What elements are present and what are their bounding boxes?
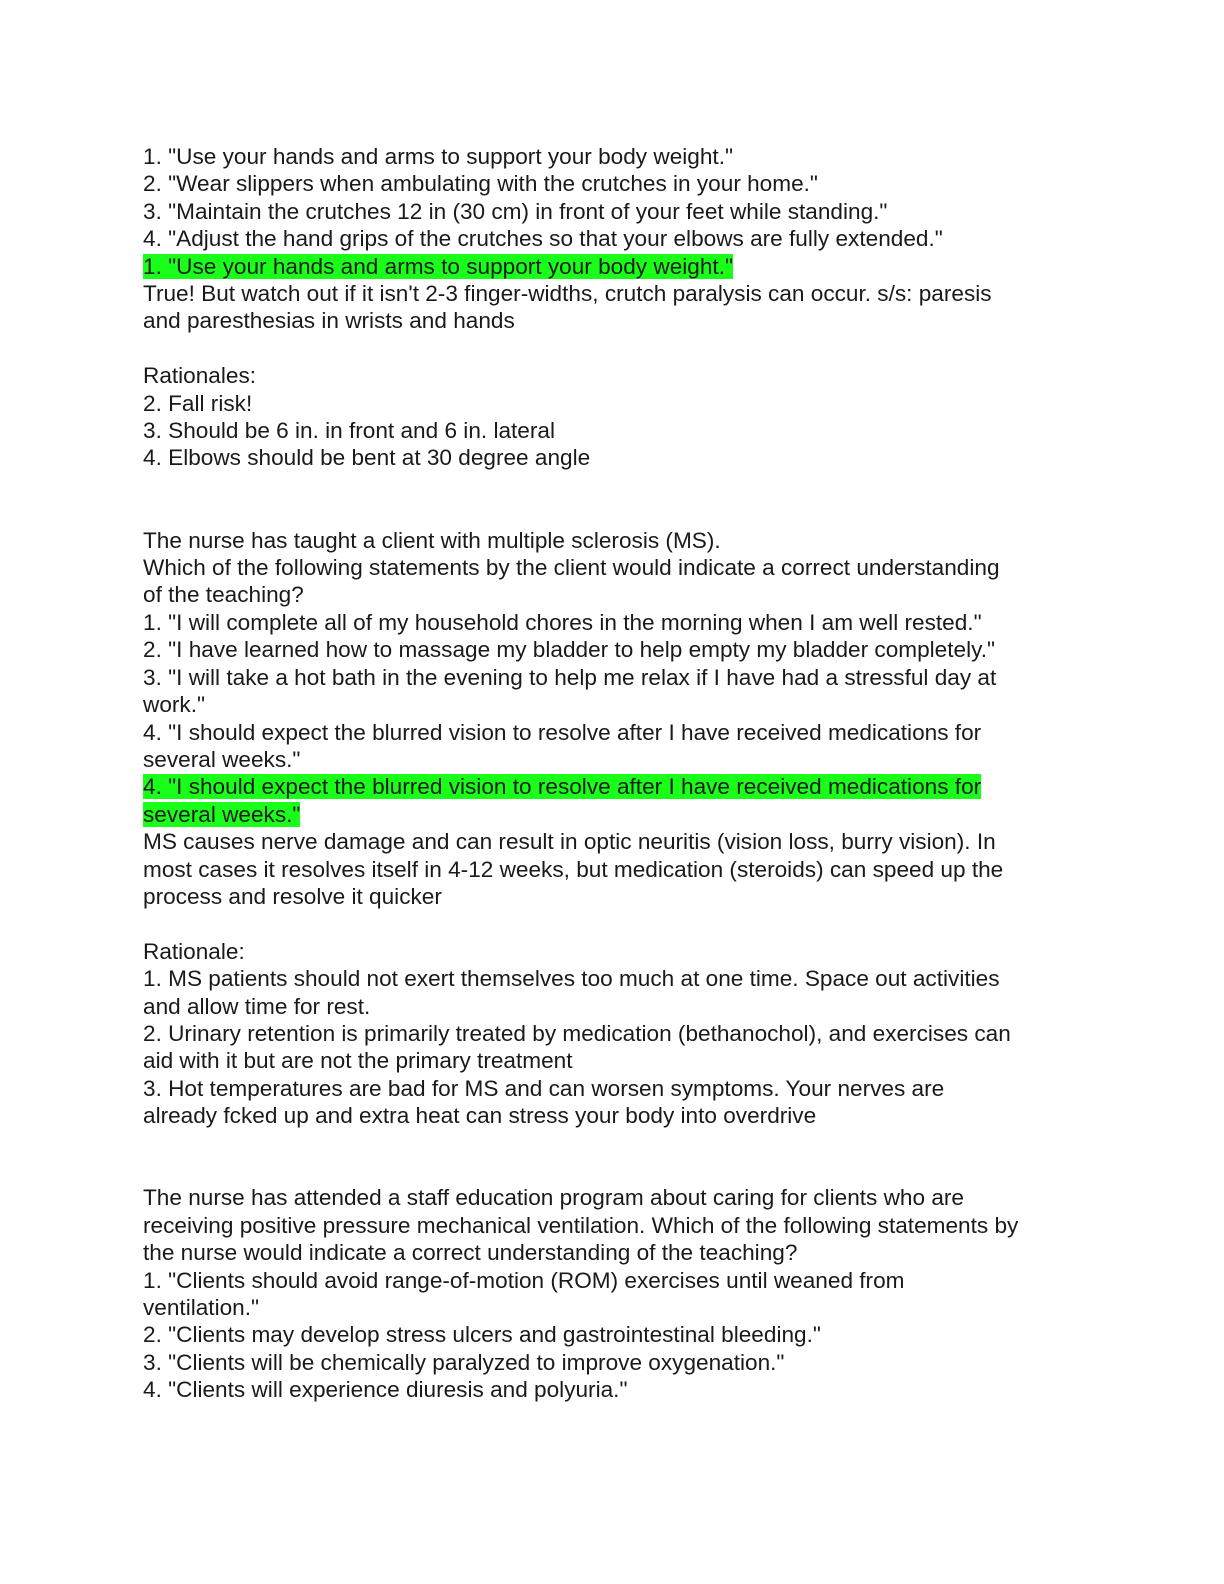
correct-answer-line — [143, 801, 1073, 828]
correct-answer-line — [143, 253, 1073, 280]
option-line: work." — [143, 692, 206, 718]
option-line: 2. "I have learned how to massage my bladder to help empty my bladder completely." — [143, 637, 996, 663]
question-line: receiving positive pressure mechanical ventilation. Which of the following statements by — [143, 1212, 1019, 1238]
document-page — [143, 143, 1073, 1404]
spacer — [143, 910, 1073, 937]
option-line: ventilation." — [143, 1295, 260, 1320]
question-line: Which of the following statements by the client would indicate a correct understanding — [143, 555, 1000, 581]
option-line: 1. "I will complete all of my household chores in the morning when I am well rested." — [143, 609, 982, 635]
option-line: 3. "I will take a hot bath in the evening to help me relax if I have had a stressful day at — [143, 664, 997, 690]
option-line: 3. "Clients will be chemically paralyzed to improve oxygenation." — [143, 1349, 785, 1375]
rationale-heading: Rationale: — [143, 938, 245, 964]
rationale-line: and allow time for rest. — [143, 993, 371, 1019]
option-line: 4. "Clients will experience diuresis and polyuria." — [143, 1377, 628, 1403]
answer-highlight: 1. "Use your hands and arms to support your body weight." — [143, 253, 733, 279]
option-line: several weeks." — [143, 746, 301, 772]
explanation-line: and paresthesias in wrists and hands — [143, 308, 515, 334]
rationale-line: 3. Hot temperatures are bad for MS and can worsen symptoms. Your nerves are — [143, 1075, 945, 1101]
explanation-line: process and resolve it quicker — [143, 883, 442, 909]
correct-answer-line — [143, 773, 1073, 800]
rationale-line: 2. Fall risk! — [143, 390, 253, 416]
crutches-question-block — [143, 143, 1073, 472]
option-line: 2. "Wear slippers when ambulating with the crutches in your home." — [143, 171, 818, 197]
section-spacer — [143, 1130, 1073, 1185]
answer-highlight: 4. "I should expect the blurred vision to resolve after I have received medications for — [143, 774, 982, 800]
rationale-line: 1. MS patients should not exert themselves too much at one time. Space out activities — [143, 966, 1000, 992]
option-line: 3. "Maintain the crutches 12 in (30 cm) in front of your feet while standing." — [143, 198, 888, 224]
ventilation-question-block — [143, 1184, 1073, 1403]
rationale-line: aid with it but are not the primary treatment — [143, 1048, 573, 1074]
option-line: 1. "Clients should avoid range-of-motion (ROM) exercises until weaned from — [143, 1267, 905, 1293]
question-line: The nurse has taught a client with multiple sclerosis (MS). — [143, 527, 721, 553]
question-line: the nurse would indicate a correct understanding of the teaching? — [143, 1240, 798, 1266]
rationale-heading: Rationales: — [143, 363, 257, 389]
option-line: 1. "Use your hands and arms to support your body weight." — [143, 144, 733, 169]
section-spacer — [143, 472, 1073, 527]
explanation-line: MS causes nerve damage and can result in optic neuritis (vision loss, burry vision). In — [143, 829, 996, 855]
ms-question-block — [143, 527, 1073, 1130]
spacer — [143, 335, 1073, 362]
option-line: 4. "Adjust the hand grips of the crutches so that your elbows are fully extended." — [143, 226, 943, 252]
rationale-line: 3. Should be 6 in. in front and 6 in. lateral — [143, 418, 555, 444]
explanation-line: most cases it resolves itself in 4-12 weeks, but medication (steroids) can speed up the — [143, 856, 1004, 882]
option-line: 2. "Clients may develop stress ulcers and gastrointestinal bleeding." — [143, 1322, 821, 1348]
question-line: The nurse has attended a staff education program about caring for clients who are — [143, 1185, 964, 1211]
rationale-line: 4. Elbows should be bent at 30 degree angle — [143, 445, 591, 471]
rationale-line: already fcked up and extra heat can stress your body into overdrive — [143, 1103, 817, 1129]
answer-highlight: several weeks." — [143, 801, 301, 827]
explanation-line: True! But watch out if it isn't 2-3 finger-widths, crutch paralysis can occur. s/s: paresis — [143, 281, 992, 307]
rationale-line: 2. Urinary retention is primarily treated by medication (bethanochol), and exercises can — [143, 1020, 1011, 1046]
option-line: 4. "I should expect the blurred vision to resolve after I have received medications for — [143, 719, 982, 745]
question-line: of the teaching? — [143, 582, 304, 608]
